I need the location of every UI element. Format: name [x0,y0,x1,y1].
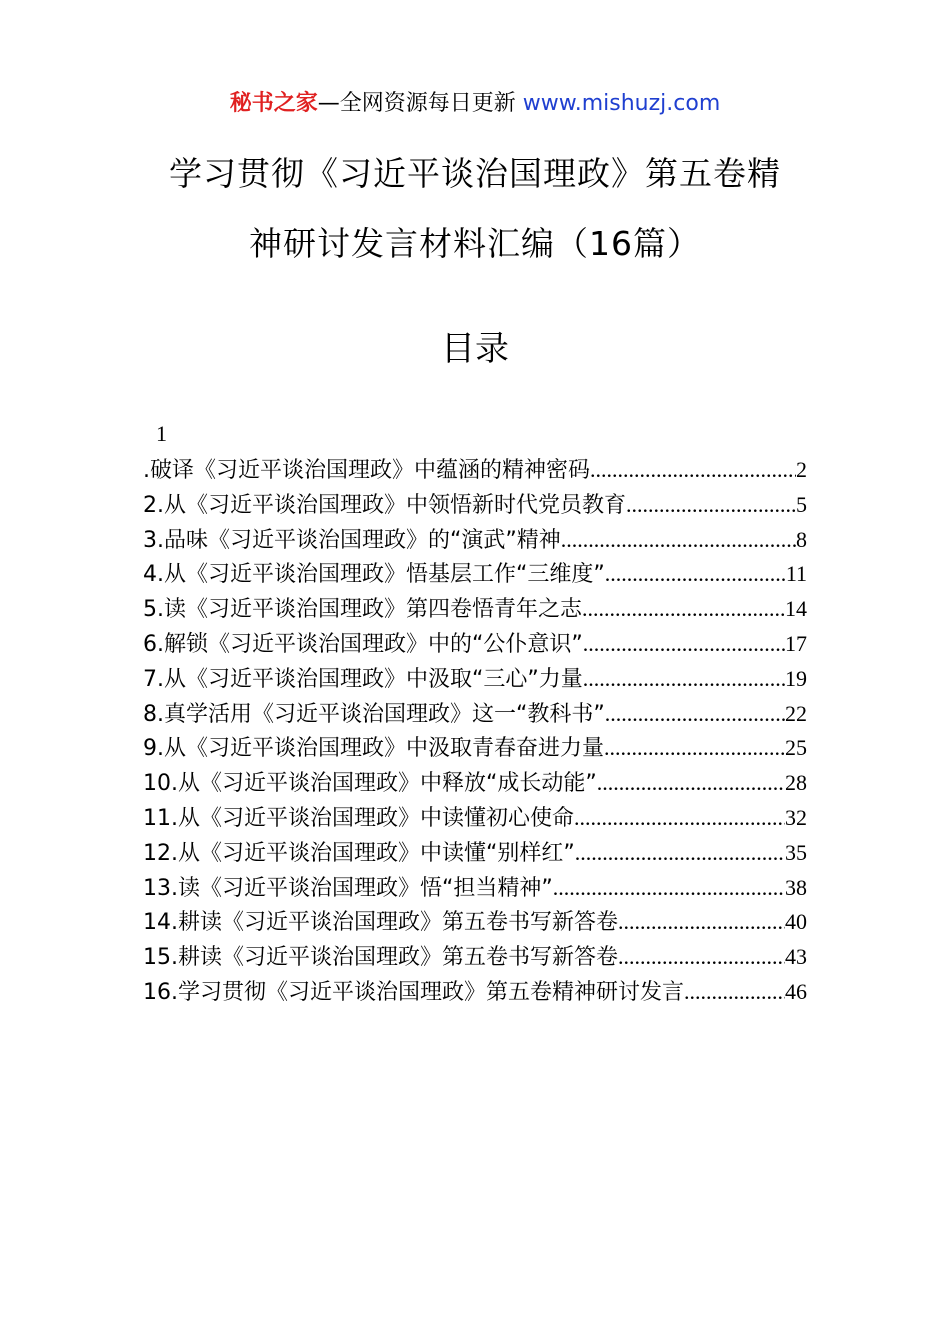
toc-entry[interactable] [143,975,807,1010]
toc-entry-title: 3.品味《习近平谈治国理政》的“演武”精神 [143,527,561,553]
toc-heading: 目录 [441,329,509,369]
toc-entry-title: 6.解锁《习近平谈治国理政》中的“公仆意识” [143,631,583,657]
toc-entry-title: 5.读《习近平谈治国理政》第四卷悟青年之志 [143,597,582,623]
toc-entry-title: 15.耕读《习近平谈治国理政》第五卷书写新答卷 [143,945,618,971]
toc-entry[interactable] [143,662,807,697]
site-url[interactable]: www.mishuzj.com [515,91,721,116]
toc-leader-dots [618,940,785,974]
toc-leader-dots [597,766,785,800]
toc-entry[interactable] [143,523,807,558]
toc-entry[interactable] [143,627,807,662]
toc-entry-page: 32 [785,804,807,830]
toc-leader-dots [605,697,785,731]
toc-entry[interactable] [143,836,807,871]
site-banner [0,88,950,120]
toc-leader-dots [604,731,785,765]
toc-entry-page: 40 [785,909,807,935]
toc-entry[interactable] [143,871,807,906]
document-title-line-2: 神研讨发言材料汇编（16篇） [249,224,701,263]
table-of-contents [143,453,807,1010]
toc-leader-dots [582,592,785,626]
toc-entry-title: 10.从《习近平谈治国理政》中释放“成长动能” [143,771,597,797]
toc-entry[interactable] [143,731,807,766]
toc-entry-page: 35 [785,839,807,865]
brand-name: 秘书之家 [229,91,318,116]
toc-entry-page: 8 [796,526,807,552]
toc-entry-page: 5 [796,491,807,517]
toc-entry-page: 46 [785,978,807,1004]
toc-entry-title: 11.从《习近平谈治国理政》中读懂初心使命 [143,805,574,831]
toc-leader-dots [590,453,796,487]
toc-entry[interactable] [143,905,807,940]
toc-entry-title: 7.从《习近平谈治国理政》中汲取“三心”力量 [143,666,583,692]
toc-entry-page: 14 [785,596,807,622]
toc-leader-dots [626,488,796,522]
toc-entry-page: 11 [785,561,807,587]
toc-leader-dots [561,523,796,557]
toc-leader-dots [684,975,785,1009]
toc-entry-title: 2.从《习近平谈治国理政》中领悟新时代党员教育 [143,492,626,518]
toc-entry-title: 4.从《习近平谈治国理政》悟基层工作“三维度” [143,562,605,588]
toc-entry-page: 2 [796,457,807,482]
toc-leader-dots [618,905,785,939]
toc-leader-dots [553,871,785,905]
toc-entry[interactable] [143,488,807,523]
toc-entry[interactable] [143,697,807,732]
toc-entry[interactable] [143,592,807,627]
toc-entry[interactable] [143,801,807,836]
toc-entry[interactable] [143,557,807,592]
toc-leader-dots [583,662,785,696]
toc-entry[interactable] [143,453,807,488]
toc-entry-page: 25 [785,735,807,761]
banner-tagline: —全网资源每日更新 [317,91,516,116]
toc-entry-title: 13.读《习近平谈治国理政》悟“担当精神” [143,875,553,901]
document-title-line-1: 学习贯彻《习近平谈治国理政》第五卷精 [169,154,781,193]
toc-entry-page: 17 [785,630,807,656]
toc-entry-page: 19 [785,665,807,691]
toc-entry-title: 8.真学活用《习近平谈治国理政》这一“教科书” [143,701,605,727]
toc-entry-page: 38 [785,874,807,900]
toc-leader-dots [583,627,785,661]
toc-entry-title: 9.从《习近平谈治国理政》中汲取青春奋进力量 [143,736,604,762]
toc-entry[interactable] [143,940,807,975]
toc-leader-dots [574,801,785,835]
toc-entry-page: 22 [785,700,807,726]
toc-entry-title: 14.耕读《习近平谈治国理政》第五卷书写新答卷 [143,910,618,936]
toc-leader-dots [605,557,786,591]
toc-entry-title: 12.从《习近平谈治国理政》中读懂“别样红” [143,840,575,866]
toc-entry-page: 43 [785,944,807,970]
toc-entry-title: 16.学习贯彻《习近平谈治国理政》第五卷精神研讨发言 [143,979,684,1005]
toc-entry[interactable] [143,766,807,801]
toc-entry-page: 28 [785,770,807,796]
toc-leader-dots [575,836,785,870]
toc-entry-title: .破译《习近平谈治国理政》中蕴涵的精神密码 [143,458,590,483]
toc-lead-number: 1 [156,421,167,446]
